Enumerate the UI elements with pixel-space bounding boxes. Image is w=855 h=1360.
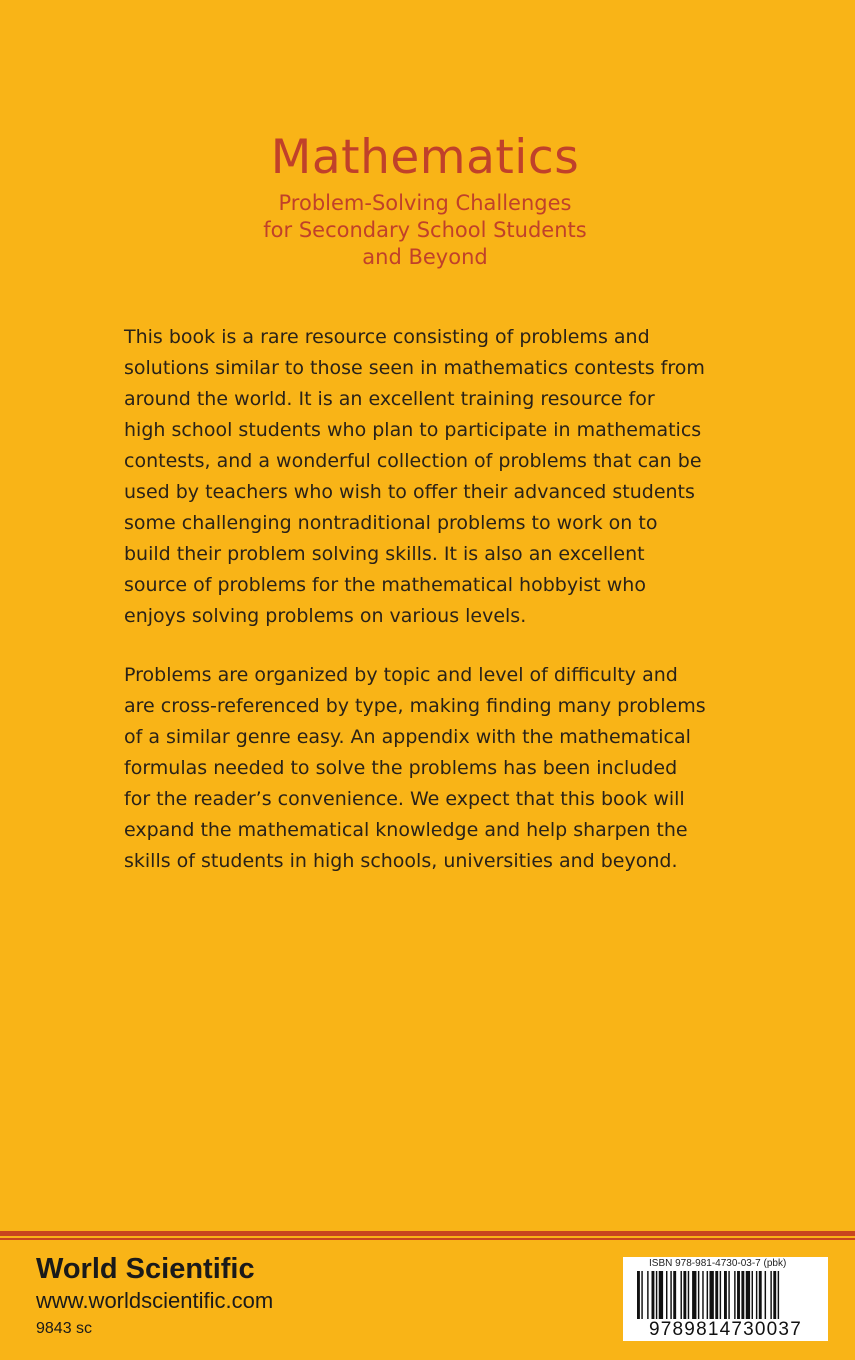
text-line: build their problem solving skills. It is also an excellent — [124, 543, 645, 565]
text-line: skills of students in high schools, universities and beyond. — [124, 850, 678, 872]
book-subtitle — [220, 190, 630, 271]
text-line: solutions similar to those seen in mathematics contests from — [124, 357, 705, 379]
publisher-block — [36, 1252, 273, 1342]
publisher-name: World Scientific — [36, 1253, 255, 1285]
text-line: of a similar genre easy. An appendix with the mathematical — [124, 726, 691, 748]
text-line: contests, and a wonderful collection of problems that can be — [124, 450, 702, 472]
text-line: formulas needed to solve the problems has been included — [124, 757, 678, 779]
subtitle-line: Problem-Solving Challenges — [278, 191, 572, 215]
divider-rule — [0, 1231, 855, 1236]
subtitle-line: and Beyond — [362, 245, 488, 269]
subtitle-line: for Secondary School Students — [263, 218, 587, 242]
description-paragraph-2 — [124, 660, 740, 877]
publisher-url: www.worldscientific.com — [36, 1288, 274, 1313]
text-line: Problems are organized by topic and level of difficulty and — [124, 664, 678, 686]
book-title: Mathematics — [270, 130, 580, 185]
text-line: around the world. It is an excellent training resource for — [124, 388, 655, 410]
text-line: This book is a rare resource consisting of problems and — [124, 326, 650, 348]
text-line: used by teachers who wish to offer their advanced students — [124, 481, 695, 503]
text-line: for the reader’s convenience. We expect that this book will — [124, 788, 685, 810]
title-block — [220, 128, 630, 271]
isbn-label: ISBN 978-981-4730-03-7 (pbk) — [649, 1258, 787, 1269]
text-line: source of problems for the mathematical hobbyist who — [124, 574, 646, 596]
text-line: are cross-referenced by type, making finding many problems — [124, 695, 706, 717]
divider-rule-thin — [0, 1238, 855, 1240]
barcode-digits: 9789814730037 — [649, 1319, 802, 1340]
text-line: expand the mathematical knowledge and help sharpen the — [124, 819, 688, 841]
text-line: high school students who plan to participate in mathematics — [124, 419, 702, 441]
isbn-barcode — [623, 1257, 828, 1341]
text-line: some challenging nontraditional problems to work on to — [124, 512, 658, 534]
publisher-code: 9843 sc — [36, 1320, 93, 1337]
text-line: enjoys solving problems on various levels. — [124, 605, 527, 627]
description-paragraph-1 — [124, 322, 740, 632]
